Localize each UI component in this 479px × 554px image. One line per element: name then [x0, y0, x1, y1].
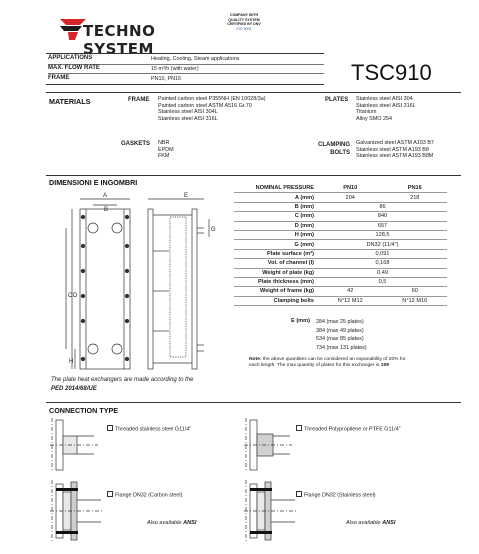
frame-list — [158, 96, 266, 122]
spec-value: 0,49 — [318, 268, 447, 277]
spec-row — [234, 221, 447, 230]
summary-block — [48, 55, 324, 82]
dim-label-b: B — [104, 207, 109, 213]
plates-item: Alloy SMO 254 — [356, 115, 392, 122]
also-prefix: Also available — [147, 520, 184, 526]
option-label: Threaded Polypropilene or PTFE G11/4" — [304, 426, 401, 433]
plates-item: Titanium — [356, 109, 377, 116]
divider — [46, 402, 461, 403]
spec-value: 42 — [318, 287, 383, 296]
dim-label-a: A — [103, 193, 108, 199]
frame-item: Stainless steel AISI 304L — [158, 109, 218, 116]
divider — [46, 53, 324, 54]
spec-value: 0,5 — [318, 277, 447, 286]
materials-title: MATERIALS — [49, 97, 91, 106]
plates-item: Stainless steel AISI 304 — [356, 96, 413, 102]
option-label: Flange DN32 (Carbon steel) — [115, 492, 183, 499]
ansi-label: ANSI — [382, 520, 396, 526]
divider — [46, 92, 461, 93]
spec-key: Vol. of channel (l) — [234, 259, 318, 268]
spec-key: H (mm) — [234, 230, 318, 239]
spec-value: 60 — [383, 287, 448, 296]
dimensions-title: DIMENSIONI E INGOMBRI — [49, 178, 138, 187]
spec-key: C (mm) — [234, 212, 318, 221]
gaskets-label: GASKETS — [121, 141, 151, 147]
e-value: 534 (max 85 plates) — [316, 336, 364, 343]
spec-row — [234, 202, 447, 211]
plates-item: Stainless steel AISI 316L — [356, 102, 416, 109]
summary-row — [48, 64, 324, 73]
e-value: 734 (max 131 plates) — [316, 344, 367, 351]
also-available-carbon — [147, 520, 196, 526]
spec-key: A (mm) — [234, 193, 318, 202]
quality-line: COMPANY WITH — [229, 13, 259, 17]
checkbox-icon — [107, 425, 113, 431]
clamping-item: Galvanized steel ASTM A193 B7 — [356, 140, 434, 146]
spec-row — [234, 287, 447, 296]
threaded-steel-drawing — [46, 416, 101, 474]
spec-row — [234, 230, 447, 239]
dim-label-g: G — [211, 227, 216, 233]
e-value: 384 (max 49 plates) — [316, 327, 364, 334]
spec-value: DN32 (11/4") — [318, 240, 447, 249]
spec-value: 0,168 — [318, 259, 447, 268]
summary-label: MAX. FLOW RATE — [48, 65, 100, 71]
brand-name: TECHNO SYSTEM — [83, 22, 156, 58]
gaskets-list — [158, 140, 174, 160]
exchanger-drawing — [52, 191, 232, 374]
clamping-label-line: CLAMPING — [318, 142, 350, 148]
clamping-label — [313, 141, 350, 157]
summary-label: APPLICATIONS — [48, 55, 93, 61]
plates-label: PLATES — [325, 97, 349, 103]
spec-header-row — [234, 184, 447, 193]
spec-key: Weight of plate (kg) — [234, 268, 318, 277]
quality-badge — [224, 13, 264, 31]
spec-key: Weight of frame (kg) — [234, 287, 318, 296]
spec-table — [234, 184, 447, 306]
e-value: 284 (max 25 plates) — [316, 319, 364, 325]
plates-list — [356, 96, 416, 122]
frame-item: Painted carbon steel ASTM A516 Gr.70 — [158, 102, 252, 109]
max-plates: 159 — [380, 363, 389, 369]
header-cell: PN10 — [318, 184, 383, 193]
frame-item: Stainless steel AISI 316L — [158, 115, 218, 122]
spec-value: 128,5 — [318, 230, 447, 239]
header-cell: PN16 — [383, 184, 448, 193]
spec-value: 204 — [318, 193, 383, 202]
dimensions-note — [249, 357, 454, 370]
spec-value: 218 — [383, 193, 448, 202]
spec-key: Plate surface (m²) — [234, 249, 318, 258]
option-label: Flange DN32 (Stainless steel) — [304, 492, 376, 499]
spec-value: 840 — [318, 212, 447, 221]
spec-row — [234, 268, 447, 277]
dim-label-h: H — [69, 359, 74, 365]
frame-item: Painted carbon steel P355NH (EN 10028/3a) — [158, 96, 266, 102]
spec-row — [234, 277, 447, 286]
also-available-stainless — [346, 520, 395, 526]
spec-row — [234, 259, 447, 268]
spec-value: N°12 M16 — [383, 296, 448, 305]
option-threaded-pp — [296, 425, 401, 433]
note-prefix: Note: — [249, 357, 262, 362]
spec-row — [234, 212, 447, 221]
spec-value: 0,091 — [318, 249, 447, 258]
connection-title: CONNECTION TYPE — [49, 406, 119, 415]
spec-row — [234, 193, 447, 202]
spec-key: G (mm) — [234, 240, 318, 249]
option-threaded-steel — [107, 425, 191, 433]
logo — [56, 10, 206, 58]
threaded-pp-drawing — [240, 416, 295, 474]
caption-line: PED 2014/68/UE — [51, 386, 97, 392]
summary-value: 15 m³/h (with water) — [151, 66, 199, 72]
summary-row — [48, 55, 324, 64]
spec-key: Clamping bolts — [234, 296, 318, 305]
spec-row — [234, 240, 447, 249]
spec-key: B (mm) — [234, 202, 318, 211]
gasket-item: EPDM — [158, 146, 174, 153]
option-flange-stainless — [296, 491, 376, 499]
checkbox-icon — [296, 491, 302, 497]
summary-label: FRAME — [48, 75, 70, 81]
model-code: TSC910 — [351, 60, 432, 85]
flange-stainless-drawing — [240, 478, 300, 544]
quality-line: CERTIFIED BY DNV — [227, 22, 261, 27]
spec-key: Plate thickness (mm) — [234, 277, 318, 286]
frame-label: FRAME — [128, 97, 150, 103]
e-label: E (mm) — [291, 318, 310, 324]
checkbox-icon — [107, 491, 113, 497]
dim-label-c: C — [68, 293, 73, 299]
summary-row — [48, 73, 324, 82]
summary-value: Heating, Cooling, Steam applications — [151, 56, 240, 62]
divider — [46, 84, 324, 85]
also-prefix: Also available — [346, 520, 383, 526]
summary-value: PN10, PN16 — [151, 76, 181, 82]
flange-carbon-drawing — [46, 478, 106, 544]
clamping-list — [356, 140, 434, 160]
header-cell: NOMINAL PRESSURE — [234, 184, 318, 193]
divider — [46, 175, 461, 176]
caption-line: The plate heat exchangers are made according to the — [51, 377, 194, 383]
gasket-item: NBR — [158, 140, 170, 146]
ped-caption — [51, 376, 193, 394]
spec-value: N°12 M12 — [318, 296, 383, 305]
clamping-item: Stainless steel ASTM A193 B8 — [356, 146, 429, 153]
dim-label-e: E — [184, 193, 189, 199]
clamping-label-line: BOLTS — [330, 150, 350, 156]
quality-line: QUALITY SYSTEM — [228, 17, 260, 22]
gasket-item: FKM — [158, 153, 170, 160]
option-flange-carbon — [107, 491, 182, 499]
checkbox-icon — [296, 425, 302, 431]
spec-value: 657 — [318, 221, 447, 230]
note-line: each length. The max quantity of plates for this exchanger is — [249, 363, 381, 369]
spec-row — [234, 249, 447, 258]
spec-key: D (mm) — [234, 221, 318, 230]
spec-value: 86 — [318, 202, 447, 211]
clamping-item: Stainless steel ASTM A193 B8M — [356, 153, 434, 160]
note-line: the above quantities can be considered an expanability of 20% for — [261, 357, 406, 362]
spec-row — [234, 296, 447, 305]
option-label: Threaded stainless steel G11/4" — [115, 426, 192, 433]
ansi-label: ANSI — [183, 520, 197, 526]
dim-label-d: D — [73, 293, 78, 299]
quality-line: ISO 9001 — [236, 26, 252, 31]
e-values — [316, 318, 367, 352]
